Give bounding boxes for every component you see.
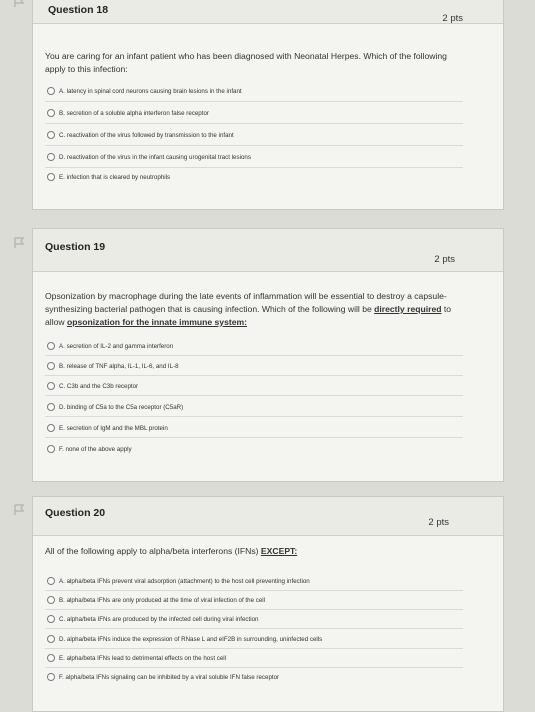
question-title: Question 19 [45, 241, 106, 253]
radio-button-icon[interactable] [47, 445, 55, 453]
answer-option[interactable]: A. secretion of IL-2 and gamma interferon [47, 342, 173, 350]
answer-option[interactable]: A. alpha/beta IFNs prevent viral adsorption (attachment) to the host cell preventing infection [47, 577, 310, 585]
radio-button-icon[interactable] [47, 615, 55, 623]
question-points: 2 pts [434, 254, 455, 265]
radio-button-icon[interactable] [47, 596, 55, 604]
radio-button-icon[interactable] [47, 173, 55, 181]
answer-option[interactable]: E. infection that is cleared by neutrophils [47, 173, 170, 181]
answer-option[interactable]: C. C3b and the C3b receptor [47, 382, 138, 390]
answer-option[interactable]: C. alpha/beta IFNs are produced by the infected cell during viral infection [47, 615, 259, 623]
radio-button-icon[interactable] [47, 153, 55, 161]
question-points: 2 pts [442, 13, 463, 24]
flag-icon[interactable] [14, 237, 25, 249]
question-card-20 [32, 496, 504, 712]
radio-button-icon[interactable] [47, 87, 55, 95]
radio-button-icon[interactable] [47, 362, 55, 370]
radio-button-icon[interactable] [47, 403, 55, 411]
answer-option[interactable]: F. none of the above apply [47, 445, 132, 453]
answer-option[interactable]: E. secretion of IgM and the MBL protein [47, 424, 168, 432]
answer-option[interactable]: D. reactivation of the virus in the infant causing urogenital tract lesions [47, 153, 251, 161]
answer-option[interactable]: D. alpha/beta IFNs induce the expression of RNase L and eIF2B in surrounding, uninfected cells [47, 635, 322, 643]
question-text: You are caring for an infant patient who has been diagnosed with Neonatal Herpes. Which of the following apply to this infection: [45, 51, 447, 74]
question-text: All of the following apply to alpha/beta interferons (IFNs) EXCEPT: [45, 546, 298, 556]
answer-option[interactable]: D. binding of C5a to the C5a receptor (C5aR) [47, 403, 183, 411]
question-title: Question 18 [48, 4, 109, 16]
question-title: Question 20 [45, 507, 106, 519]
question-points: 2 pts [428, 517, 449, 528]
question-card-19 [32, 228, 504, 482]
radio-button-icon[interactable] [47, 577, 55, 585]
radio-button-icon[interactable] [47, 424, 55, 432]
radio-button-icon[interactable] [47, 109, 55, 117]
radio-button-icon[interactable] [47, 342, 55, 350]
radio-button-icon[interactable] [47, 635, 55, 643]
answer-option[interactable]: C. reactivation of the virus followed by transmission to the infant [47, 131, 234, 139]
flag-icon[interactable] [14, 0, 25, 8]
radio-button-icon[interactable] [47, 382, 55, 390]
answer-option[interactable]: B. secretion of a soluble alpha interferon false receptor [47, 109, 209, 117]
answer-option[interactable]: E. alpha/beta IFNs lead to detrimental effects on the host cell [47, 654, 226, 662]
question-text: Opsonization by macrophage during the late events of inflammation will be essential to destroy a capsule-synthesizing bacterial pathogen that is causing infection. Which of the following will be directly required to allow opsonization for the innate immune system: [45, 291, 452, 327]
answer-option[interactable]: B. alpha/beta IFNs are only produced at the time of viral infection of the cell [47, 596, 265, 604]
answer-option[interactable]: A. latency in spinal cord neurons causing brain lesions in the infant [47, 87, 242, 95]
answer-option[interactable]: F. alpha/beta IFNs signaling can be inhibited by a viral soluble IFN false receptor [47, 673, 279, 681]
flag-icon[interactable] [14, 504, 25, 516]
radio-button-icon[interactable] [47, 131, 55, 139]
radio-button-icon[interactable] [47, 673, 55, 681]
question-card-18 [32, 0, 504, 210]
radio-button-icon[interactable] [47, 654, 55, 662]
answer-option[interactable]: B. release of TNF alpha, IL-1, IL-6, and IL-8 [47, 362, 179, 370]
